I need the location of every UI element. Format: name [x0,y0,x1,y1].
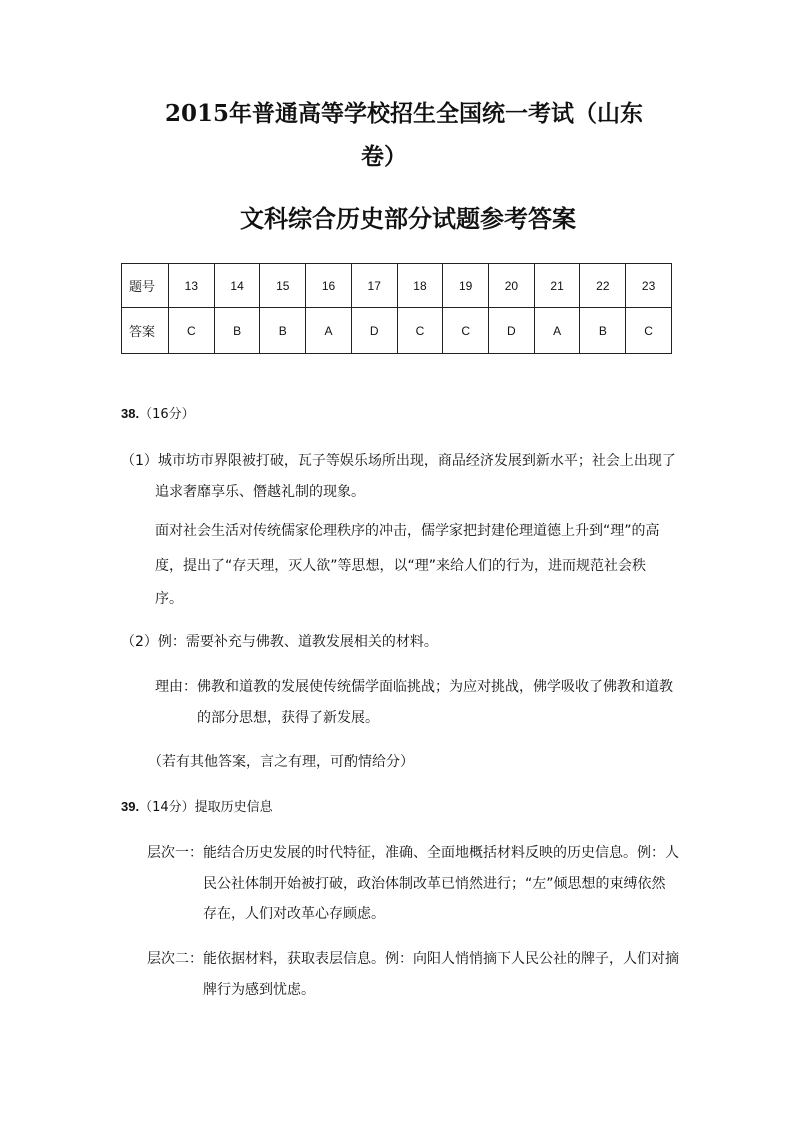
q38-score: （16分） [139,407,195,422]
question-number-cell: 18 [397,264,443,308]
question-number-cell: 23 [626,264,672,308]
q38-heading [121,404,195,425]
question-number-row [122,264,672,308]
q38-part1-para2-line-2: 度，提出了“存天理，灭人欲”等思想，以“理”来给人们的行为，进而规范社会秩 [155,558,647,574]
answer-cell: C [169,308,215,354]
q38-grading-note: （若有其他答案，言之有理，可酌情给分） [148,754,414,770]
q38-part1-para2-line-1: 面对社会生活对传统儒家伦理秩序的冲击，儒学家把封建伦理道德上升到“理”的高 [155,523,660,539]
question-number-cell: 13 [169,264,215,308]
question-number-cell: 14 [214,264,260,308]
answer-header: 答案 [122,308,169,354]
q38-part2-line: （2）例：需要补充与佛教、道教发展相关的材料。 [121,634,438,650]
question-number-cell: 15 [260,264,306,308]
question-number-cell: 20 [489,264,535,308]
answer-cell: A [534,308,580,354]
question-number-header: 题号 [122,264,169,308]
q39-score: （14分） [139,800,195,815]
answer-cell: B [214,308,260,354]
q38-number: 38. [121,406,140,421]
q39-level2-line-2: 牌行为感到忧虑。 [203,982,315,998]
exam-title-line-2: 卷） [361,143,407,170]
question-number-cell: 21 [534,264,580,308]
answer-cell: A [306,308,352,354]
answer-cell: D [489,308,535,354]
q38-part1-line-2: 追求奢靡享乐、僭越礼制的现象。 [155,484,365,500]
question-number-cell: 17 [351,264,397,308]
question-number-cell: 22 [580,264,626,308]
q39-level2-line-1: 层次二：能依据材料，获取表层信息。例：向阳人悄悄摘下人民公社的牌子，人们对摘 [147,951,679,967]
exam-subtitle: 文科综合历史部分试题参考答案 [240,204,576,233]
q39-level1-line-1: 层次一：能结合历史发展的时代特征，准确、全面地概括材料反映的历史信息。例：人 [147,845,679,861]
question-number-cell: 19 [443,264,489,308]
question-number-cell: 16 [306,264,352,308]
q39-heading [121,797,273,818]
answer-cell: C [443,308,489,354]
q38-part1-para2-line-3: 序。 [155,591,183,607]
q38-part1-line-1: （1）城市坊市界限被打破，瓦子等娱乐场所出现，商品经济发展到新水平；社会上出现了 [121,453,676,469]
q38-reason-line-2: 的部分思想，获得了新发展。 [197,710,379,726]
answer-cell: C [626,308,672,354]
answer-cell: B [580,308,626,354]
q38-reason-line-1: 理由：佛教和道教的发展使传统儒学面临挑战；为应对挑战，佛学吸收了佛教和道教 [155,679,673,695]
answer-cell: D [351,308,397,354]
q39-level1-line-3: 存在，人们对改革心存顾虑。 [203,906,385,922]
q39-number: 39. [121,799,140,814]
answer-row [122,308,672,354]
answer-table [121,263,672,354]
answer-cell: B [260,308,306,354]
q39-heading-text: 提取历史信息 [194,800,273,815]
exam-title-line-1: 2015年普通高等学校招生全国统一考试（山东 [165,100,644,127]
q39-level1-line-2: 民公社体制开始被打破，政治体制改革已悄然进行；“左”倾思想的束缚依然 [203,876,666,892]
answer-cell: C [397,308,443,354]
